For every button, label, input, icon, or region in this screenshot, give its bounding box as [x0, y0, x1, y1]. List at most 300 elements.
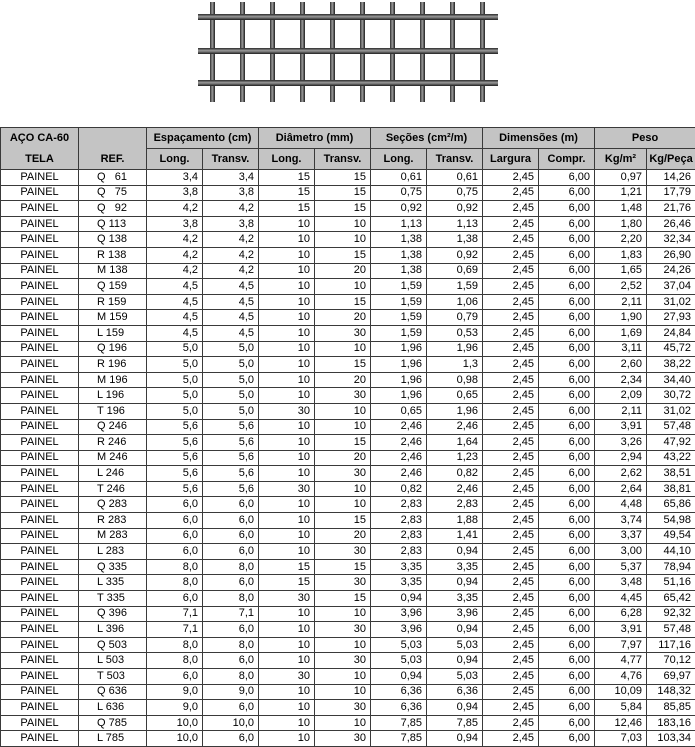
cell-value: 15	[315, 435, 371, 451]
cell-value: 10	[259, 513, 315, 529]
cell-type: PAINEL	[1, 528, 79, 544]
table-row	[1, 606, 695, 622]
cell-ref: M 138	[79, 263, 147, 279]
cell-value: 7,85	[371, 731, 427, 747]
cell-value: 1,80	[595, 216, 647, 232]
cell-value: 5,0	[203, 372, 259, 388]
cell-value: 8,0	[203, 591, 259, 607]
cell-value: 0,65	[427, 388, 483, 404]
cell-value: 15	[315, 559, 371, 575]
cell-value: 5,6	[147, 450, 203, 466]
cell-value: 7,1	[147, 622, 203, 638]
cell-value: 15	[315, 201, 371, 217]
cell-type: PAINEL	[1, 622, 79, 638]
table-body	[1, 170, 695, 747]
cell-value: 10	[315, 279, 371, 295]
cell-value: 6,00	[539, 528, 595, 544]
cell-value: 10	[315, 669, 371, 685]
header-row-columns	[1, 149, 695, 170]
cell-value: 10,09	[595, 684, 647, 700]
cell-type: PAINEL	[1, 731, 79, 747]
cell-value: 6,0	[203, 731, 259, 747]
cell-value: 1,13	[427, 216, 483, 232]
table-row	[1, 481, 695, 497]
cell-value: 10	[259, 310, 315, 326]
cell-value: 10	[259, 637, 315, 653]
cell-value: 2,46	[427, 481, 483, 497]
cell-value: 2,45	[483, 481, 539, 497]
cell-value: 9,0	[147, 684, 203, 700]
cell-value: 1,06	[427, 294, 483, 310]
cell-value: 2,83	[371, 513, 427, 529]
cell-value: 3,35	[427, 591, 483, 607]
cell-value: 5,0	[147, 388, 203, 404]
cell-value: 0,69	[427, 263, 483, 279]
cell-value: 37,04	[647, 279, 695, 295]
cell-type: PAINEL	[1, 684, 79, 700]
cell-value: 5,6	[147, 435, 203, 451]
cell-value: 3,96	[427, 606, 483, 622]
cell-value: 0,92	[371, 201, 427, 217]
cell-ref: R 196	[79, 357, 147, 373]
column-header: Kg/Peça	[647, 149, 695, 170]
cell-value: 5,6	[203, 450, 259, 466]
cell-ref: L 785	[79, 731, 147, 747]
cell-value: 7,85	[427, 715, 483, 731]
cell-value: 15	[315, 591, 371, 607]
table-row	[1, 684, 695, 700]
cell-value: 3,00	[595, 544, 647, 560]
cell-type: PAINEL	[1, 466, 79, 482]
table-row	[1, 185, 695, 201]
cell-value: 10	[259, 731, 315, 747]
column-header: Kg/m²	[595, 149, 647, 170]
table-row	[1, 669, 695, 685]
cell-ref: L 196	[79, 388, 147, 404]
cell-value: 10,0	[203, 715, 259, 731]
cell-value: 6,0	[147, 497, 203, 513]
cell-type: PAINEL	[1, 669, 79, 685]
cell-type: PAINEL	[1, 481, 79, 497]
cell-value: 1,96	[371, 341, 427, 357]
cell-value: 1,59	[427, 279, 483, 295]
cell-value: 45,72	[647, 341, 695, 357]
column-header: REF.	[79, 149, 147, 170]
cell-value: 24,26	[647, 263, 695, 279]
cell-value: 5,6	[203, 435, 259, 451]
cell-value: 6,00	[539, 575, 595, 591]
cell-value: 21,76	[647, 201, 695, 217]
cell-value: 1,96	[427, 341, 483, 357]
cell-value: 6,00	[539, 559, 595, 575]
cell-value: 6,00	[539, 653, 595, 669]
cell-value: 10	[259, 325, 315, 341]
welded-mesh-illustration	[198, 0, 498, 104]
cell-value: 10	[315, 637, 371, 653]
cell-value: 6,00	[539, 450, 595, 466]
table-row	[1, 559, 695, 575]
cell-type: PAINEL	[1, 419, 79, 435]
cell-value: 8,0	[203, 637, 259, 653]
cell-type: PAINEL	[1, 513, 79, 529]
cell-value: 2,45	[483, 279, 539, 295]
cell-value: 30	[315, 466, 371, 482]
cell-type: PAINEL	[1, 341, 79, 357]
cell-value: 2,45	[483, 357, 539, 373]
cell-ref: L 396	[79, 622, 147, 638]
cell-value: 3,96	[371, 622, 427, 638]
table-row	[1, 637, 695, 653]
cell-value: 3,91	[595, 419, 647, 435]
cell-value: 30	[315, 388, 371, 404]
cell-value: 3,96	[371, 606, 427, 622]
header-row-groups	[1, 128, 695, 149]
cell-value: 6,00	[539, 372, 595, 388]
cell-value: 5,0	[203, 403, 259, 419]
cell-value: 6,00	[539, 279, 595, 295]
cell-value: 1,88	[427, 513, 483, 529]
cell-value: 5,37	[595, 559, 647, 575]
table-row	[1, 388, 695, 404]
cell-ref: R 138	[79, 247, 147, 263]
cell-ref: Q 113	[79, 216, 147, 232]
cell-value: 3,35	[371, 559, 427, 575]
cell-value: 85,85	[647, 700, 695, 716]
cell-value: 10	[259, 419, 315, 435]
table-row	[1, 715, 695, 731]
cell-value: 1,38	[427, 232, 483, 248]
mesh-horizontal-bar	[198, 80, 498, 86]
cell-value: 2,46	[371, 419, 427, 435]
cell-value: 4,5	[147, 279, 203, 295]
cell-value: 2,45	[483, 216, 539, 232]
cell-value: 15	[315, 294, 371, 310]
table-row	[1, 263, 695, 279]
cell-ref: R 246	[79, 435, 147, 451]
table-row	[1, 216, 695, 232]
cell-value: 6,0	[203, 700, 259, 716]
cell-value: 2,45	[483, 388, 539, 404]
cell-value: 3,8	[147, 216, 203, 232]
cell-value: 3,4	[203, 170, 259, 186]
cell-ref: L 283	[79, 544, 147, 560]
cell-value: 0,82	[371, 481, 427, 497]
cell-value: 1,38	[371, 263, 427, 279]
cell-ref: Q 503	[79, 637, 147, 653]
cell-type: PAINEL	[1, 232, 79, 248]
table-row	[1, 170, 695, 186]
cell-value: 4,2	[147, 263, 203, 279]
cell-value: 2,45	[483, 497, 539, 513]
cell-value: 3,26	[595, 435, 647, 451]
cell-value: 17,79	[647, 185, 695, 201]
column-header: Long.	[259, 149, 315, 170]
table-row	[1, 341, 695, 357]
cell-ref: Q 636	[79, 684, 147, 700]
cell-value: 4,2	[147, 201, 203, 217]
cell-value: 15	[315, 170, 371, 186]
cell-value: 6,36	[371, 700, 427, 716]
table-row	[1, 435, 695, 451]
cell-value: 15	[259, 559, 315, 575]
table-row	[1, 622, 695, 638]
cell-value: 2,45	[483, 591, 539, 607]
cell-value: 2,45	[483, 263, 539, 279]
cell-value: 2,46	[371, 435, 427, 451]
cell-value: 8,0	[147, 653, 203, 669]
cell-value: 10	[259, 684, 315, 700]
cell-value: 30	[315, 325, 371, 341]
cell-ref: L 159	[79, 325, 147, 341]
table-row	[1, 279, 695, 295]
cell-value: 1,23	[427, 450, 483, 466]
cell-value: 2,45	[483, 403, 539, 419]
cell-value: 4,5	[203, 310, 259, 326]
cell-value: 0,92	[427, 247, 483, 263]
cell-value: 3,4	[147, 170, 203, 186]
cell-value: 20	[315, 263, 371, 279]
cell-ref: L 636	[79, 700, 147, 716]
cell-value: 4,2	[147, 247, 203, 263]
cell-value: 10	[259, 653, 315, 669]
cell-value: 4,76	[595, 669, 647, 685]
cell-value: 2,45	[483, 201, 539, 217]
cell-value: 2,45	[483, 294, 539, 310]
cell-value: 47,92	[647, 435, 695, 451]
cell-value: 9,0	[147, 700, 203, 716]
cell-value: 0,61	[371, 170, 427, 186]
cell-value: 2,45	[483, 544, 539, 560]
cell-value: 30	[315, 700, 371, 716]
cell-value: 3,74	[595, 513, 647, 529]
cell-value: 3,91	[595, 622, 647, 638]
cell-value: 5,03	[371, 637, 427, 653]
cell-value: 0,92	[427, 201, 483, 217]
cell-value: 2,45	[483, 606, 539, 622]
cell-value: 2,45	[483, 669, 539, 685]
cell-value: 30,72	[647, 388, 695, 404]
cell-value: 30	[259, 669, 315, 685]
table-row	[1, 700, 695, 716]
cell-value: 2,45	[483, 513, 539, 529]
cell-value: 6,00	[539, 544, 595, 560]
cell-value: 10	[259, 715, 315, 731]
cell-value: 2,46	[427, 419, 483, 435]
cell-value: 2,45	[483, 310, 539, 326]
cell-value: 1,96	[371, 357, 427, 373]
cell-value: 54,98	[647, 513, 695, 529]
cell-value: 12,46	[595, 715, 647, 731]
table-row	[1, 653, 695, 669]
cell-value: 65,86	[647, 497, 695, 513]
cell-value: 0,61	[427, 170, 483, 186]
cell-value: 2,46	[371, 466, 427, 482]
cell-value: 2,45	[483, 559, 539, 575]
cell-value: 2,83	[371, 544, 427, 560]
cell-value: 15	[315, 513, 371, 529]
cell-value: 5,6	[203, 481, 259, 497]
cell-value: 2,45	[483, 637, 539, 653]
cell-value: 27,93	[647, 310, 695, 326]
cell-value: 10	[315, 715, 371, 731]
cell-value: 3,35	[371, 575, 427, 591]
cell-value: 5,0	[203, 357, 259, 373]
cell-ref: Q 196	[79, 341, 147, 357]
cell-value: 0,53	[427, 325, 483, 341]
cell-value: 6,00	[539, 606, 595, 622]
column-header: Transv.	[315, 149, 371, 170]
cell-value: 2,45	[483, 372, 539, 388]
cell-value: 10	[259, 700, 315, 716]
cell-value: 6,0	[203, 575, 259, 591]
cell-value: 2,83	[427, 497, 483, 513]
cell-value: 7,85	[371, 715, 427, 731]
cell-value: 2,46	[371, 450, 427, 466]
cell-value: 5,0	[147, 357, 203, 373]
cell-value: 6,00	[539, 232, 595, 248]
cell-value: 8,0	[203, 669, 259, 685]
cell-value: 4,5	[203, 279, 259, 295]
cell-value: 1,38	[371, 232, 427, 248]
cell-value: 5,0	[147, 403, 203, 419]
cell-value: 70,12	[647, 653, 695, 669]
cell-value: 1,21	[595, 185, 647, 201]
cell-value: 3,11	[595, 341, 647, 357]
cell-value: 31,02	[647, 294, 695, 310]
cell-value: 26,90	[647, 247, 695, 263]
cell-value: 7,97	[595, 637, 647, 653]
cell-ref: Q 335	[79, 559, 147, 575]
cell-value: 1,59	[371, 310, 427, 326]
table-row	[1, 294, 695, 310]
cell-value: 6,0	[147, 591, 203, 607]
cell-value: 6,00	[539, 263, 595, 279]
cell-value: 2,45	[483, 232, 539, 248]
cell-value: 9,0	[203, 684, 259, 700]
cell-ref: T 503	[79, 669, 147, 685]
cell-value: 30	[259, 403, 315, 419]
cell-type: PAINEL	[1, 388, 79, 404]
cell-value: 15	[315, 185, 371, 201]
cell-value: 5,84	[595, 700, 647, 716]
cell-value: 10	[315, 341, 371, 357]
cell-value: 7,1	[203, 606, 259, 622]
cell-type: PAINEL	[1, 450, 79, 466]
cell-value: 34,40	[647, 372, 695, 388]
cell-value: 38,81	[647, 481, 695, 497]
cell-value: 20	[315, 528, 371, 544]
cell-value: 2,20	[595, 232, 647, 248]
column-header: Long.	[147, 149, 203, 170]
cell-value: 15	[315, 247, 371, 263]
cell-ref: Q 246	[79, 419, 147, 435]
cell-value: 10	[259, 466, 315, 482]
cell-value: 30	[315, 544, 371, 560]
cell-type: PAINEL	[1, 497, 79, 513]
cell-value: 2,60	[595, 357, 647, 373]
cell-value: 2,45	[483, 341, 539, 357]
cell-value: 78,94	[647, 559, 695, 575]
cell-value: 6,00	[539, 388, 595, 404]
cell-value: 0,94	[427, 700, 483, 716]
cell-value: 30	[259, 591, 315, 607]
cell-value: 2,09	[595, 388, 647, 404]
cell-value: 6,28	[595, 606, 647, 622]
cell-value: 1,96	[371, 388, 427, 404]
cell-ref: T 196	[79, 403, 147, 419]
cell-value: 15	[259, 170, 315, 186]
cell-value: 4,5	[147, 325, 203, 341]
table-row	[1, 497, 695, 513]
cell-type: PAINEL	[1, 575, 79, 591]
table-row	[1, 357, 695, 373]
cell-value: 10	[315, 216, 371, 232]
cell-value: 3,8	[203, 185, 259, 201]
cell-value: 8,0	[203, 559, 259, 575]
header-blank	[79, 128, 147, 149]
cell-ref: T 335	[79, 591, 147, 607]
cell-ref: Q 785	[79, 715, 147, 731]
cell-type: PAINEL	[1, 372, 79, 388]
cell-value: 3,48	[595, 575, 647, 591]
cell-value: 4,2	[203, 247, 259, 263]
cell-type: PAINEL	[1, 310, 79, 326]
mesh-horizontal-bar	[198, 48, 498, 54]
cell-value: 0,75	[371, 185, 427, 201]
cell-value: 10	[315, 684, 371, 700]
header-sections: Seções (cm²/m)	[371, 128, 483, 149]
cell-value: 5,6	[147, 466, 203, 482]
cell-ref: M 283	[79, 528, 147, 544]
cell-type: PAINEL	[1, 263, 79, 279]
cell-value: 15	[259, 201, 315, 217]
cell-value: 10	[259, 450, 315, 466]
cell-value: 2,62	[595, 466, 647, 482]
cell-value: 6,0	[203, 622, 259, 638]
cell-value: 10	[259, 357, 315, 373]
cell-value: 6,00	[539, 216, 595, 232]
cell-value: 4,48	[595, 497, 647, 513]
cell-value: 117,16	[647, 637, 695, 653]
cell-value: 0,94	[427, 575, 483, 591]
cell-value: 2,45	[483, 419, 539, 435]
cell-value: 32,34	[647, 232, 695, 248]
cell-value: 2,45	[483, 435, 539, 451]
cell-type: PAINEL	[1, 653, 79, 669]
cell-value: 2,45	[483, 622, 539, 638]
table-row	[1, 513, 695, 529]
cell-value: 10	[315, 232, 371, 248]
table-row	[1, 403, 695, 419]
cell-ref: Q 396	[79, 606, 147, 622]
cell-value: 2,45	[483, 684, 539, 700]
cell-value: 5,0	[147, 341, 203, 357]
cell-value: 57,48	[647, 622, 695, 638]
cell-value: 30	[315, 653, 371, 669]
cell-value: 0,97	[595, 170, 647, 186]
cell-value: 26,46	[647, 216, 695, 232]
cell-type: PAINEL	[1, 559, 79, 575]
cell-value: 1,59	[371, 294, 427, 310]
cell-value: 24,84	[647, 325, 695, 341]
cell-value: 7,1	[147, 606, 203, 622]
cell-value: 6,0	[147, 544, 203, 560]
cell-value: 0,65	[371, 403, 427, 419]
cell-value: 0,75	[427, 185, 483, 201]
table-row	[1, 372, 695, 388]
cell-type: PAINEL	[1, 357, 79, 373]
cell-type: PAINEL	[1, 247, 79, 263]
